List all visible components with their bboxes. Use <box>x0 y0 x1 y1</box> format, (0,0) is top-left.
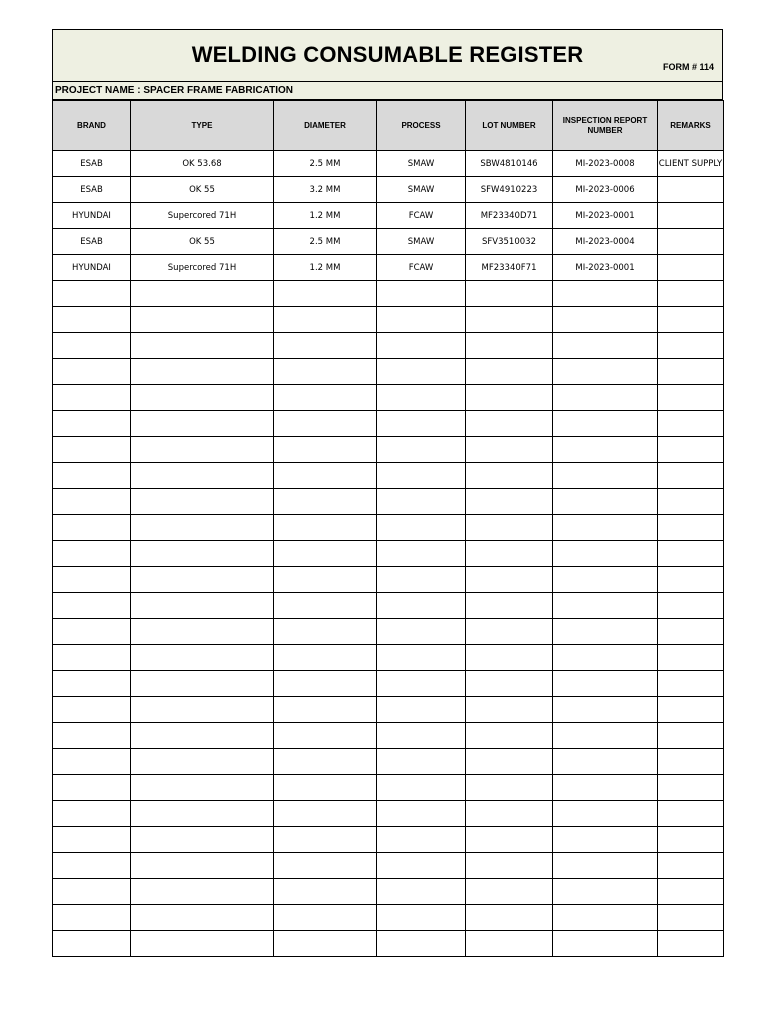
empty-cell <box>658 749 724 775</box>
empty-cell <box>377 645 466 671</box>
empty-cell <box>53 489 131 515</box>
table-cell: SMAW <box>377 229 466 255</box>
empty-cell <box>553 411 658 437</box>
empty-table-row <box>53 853 724 879</box>
empty-cell <box>53 931 131 957</box>
empty-cell <box>377 827 466 853</box>
table-cell: FCAW <box>377 255 466 281</box>
empty-cell <box>274 879 377 905</box>
empty-cell <box>466 619 553 645</box>
empty-cell <box>377 879 466 905</box>
empty-cell <box>658 567 724 593</box>
empty-cell <box>658 515 724 541</box>
register-body <box>53 151 724 957</box>
table-cell: MF23340D71 <box>466 203 553 229</box>
empty-cell <box>553 359 658 385</box>
empty-table-row <box>53 697 724 723</box>
empty-cell <box>658 645 724 671</box>
empty-table-row <box>53 723 724 749</box>
table-row <box>53 229 724 255</box>
empty-cell <box>53 879 131 905</box>
empty-cell <box>658 281 724 307</box>
empty-table-row <box>53 515 724 541</box>
empty-cell <box>377 697 466 723</box>
empty-cell <box>53 359 131 385</box>
column-header-type: TYPE <box>131 101 274 151</box>
table-row <box>53 255 724 281</box>
empty-cell <box>53 905 131 931</box>
empty-cell <box>274 645 377 671</box>
table-cell: MI-2023-0008 <box>553 151 658 177</box>
empty-cell <box>53 723 131 749</box>
empty-cell <box>131 853 274 879</box>
empty-cell <box>658 905 724 931</box>
empty-cell <box>658 593 724 619</box>
empty-cell <box>553 645 658 671</box>
table-cell: 2.5 MM <box>274 151 377 177</box>
empty-cell <box>658 437 724 463</box>
empty-cell <box>466 333 553 359</box>
table-cell: HYUNDAI <box>53 255 131 281</box>
empty-table-row <box>53 281 724 307</box>
empty-cell <box>553 723 658 749</box>
table-row <box>53 203 724 229</box>
empty-cell <box>274 827 377 853</box>
table-cell: 1.2 MM <box>274 203 377 229</box>
empty-cell <box>377 905 466 931</box>
empty-cell <box>553 333 658 359</box>
empty-cell <box>658 333 724 359</box>
empty-cell <box>553 307 658 333</box>
empty-cell <box>466 463 553 489</box>
table-cell: CLIENT SUPPLY <box>658 151 724 177</box>
empty-cell <box>466 801 553 827</box>
empty-cell <box>377 281 466 307</box>
table-cell: SBW4810146 <box>466 151 553 177</box>
table-cell: MI-2023-0004 <box>553 229 658 255</box>
empty-table-row <box>53 879 724 905</box>
empty-table-row <box>53 827 724 853</box>
empty-cell <box>53 645 131 671</box>
table-cell: HYUNDAI <box>53 203 131 229</box>
table-cell: SMAW <box>377 177 466 203</box>
empty-cell <box>553 671 658 697</box>
empty-cell <box>553 749 658 775</box>
empty-cell <box>53 411 131 437</box>
empty-cell <box>377 541 466 567</box>
empty-cell <box>131 515 274 541</box>
empty-cell <box>274 411 377 437</box>
empty-cell <box>274 593 377 619</box>
empty-cell <box>658 385 724 411</box>
empty-cell <box>274 281 377 307</box>
table-cell: MI-2023-0006 <box>553 177 658 203</box>
empty-cell <box>466 593 553 619</box>
empty-cell <box>274 697 377 723</box>
empty-cell <box>658 489 724 515</box>
empty-cell <box>131 437 274 463</box>
table-cell: 2.5 MM <box>274 229 377 255</box>
empty-cell <box>274 801 377 827</box>
project-name: PROJECT NAME : SPACER FRAME FABRICATION <box>52 82 723 100</box>
empty-cell <box>274 749 377 775</box>
empty-table-row <box>53 385 724 411</box>
table-row <box>53 177 724 203</box>
empty-cell <box>466 775 553 801</box>
empty-cell <box>466 853 553 879</box>
empty-cell <box>658 619 724 645</box>
empty-cell <box>274 489 377 515</box>
empty-cell <box>466 541 553 567</box>
empty-cell <box>131 463 274 489</box>
empty-cell <box>466 489 553 515</box>
empty-cell <box>274 437 377 463</box>
empty-cell <box>131 905 274 931</box>
empty-table-row <box>53 541 724 567</box>
table-cell <box>658 177 724 203</box>
empty-cell <box>377 489 466 515</box>
empty-cell <box>53 801 131 827</box>
empty-table-row <box>53 333 724 359</box>
empty-cell <box>53 853 131 879</box>
empty-cell <box>274 931 377 957</box>
form-title: WELDING CONSUMABLE REGISTER <box>191 42 584 67</box>
empty-cell <box>553 463 658 489</box>
empty-cell <box>377 333 466 359</box>
empty-cell <box>466 905 553 931</box>
empty-cell <box>53 775 131 801</box>
form-number: FORM # 114 <box>662 62 714 72</box>
empty-cell <box>131 801 274 827</box>
empty-table-row <box>53 593 724 619</box>
empty-cell <box>377 619 466 645</box>
empty-table-row <box>53 645 724 671</box>
table-cell: SFV3510032 <box>466 229 553 255</box>
empty-table-row <box>53 567 724 593</box>
empty-cell <box>658 775 724 801</box>
column-header-remarks: REMARKS <box>658 101 724 151</box>
empty-cell <box>131 567 274 593</box>
empty-cell <box>274 723 377 749</box>
empty-cell <box>131 697 274 723</box>
empty-cell <box>658 411 724 437</box>
empty-cell <box>131 645 274 671</box>
empty-cell <box>131 359 274 385</box>
empty-table-row <box>53 489 724 515</box>
empty-cell <box>377 671 466 697</box>
empty-table-row <box>53 619 724 645</box>
empty-cell <box>553 437 658 463</box>
column-header-brand: BRAND <box>53 101 131 151</box>
empty-cell <box>377 593 466 619</box>
table-cell: ESAB <box>53 229 131 255</box>
empty-cell <box>377 749 466 775</box>
register-table <box>52 100 724 957</box>
empty-cell <box>53 437 131 463</box>
table-cell: FCAW <box>377 203 466 229</box>
empty-cell <box>466 411 553 437</box>
empty-table-row <box>53 905 724 931</box>
empty-cell <box>466 827 553 853</box>
empty-cell <box>658 463 724 489</box>
title-bar <box>52 29 723 82</box>
table-cell: 1.2 MM <box>274 255 377 281</box>
empty-cell <box>377 437 466 463</box>
empty-cell <box>466 281 553 307</box>
table-cell: MF23340F71 <box>466 255 553 281</box>
empty-cell <box>466 931 553 957</box>
empty-cell <box>377 931 466 957</box>
empty-cell <box>658 853 724 879</box>
empty-cell <box>377 567 466 593</box>
empty-table-row <box>53 463 724 489</box>
empty-cell <box>466 359 553 385</box>
table-cell: SMAW <box>377 151 466 177</box>
empty-cell <box>53 619 131 645</box>
empty-cell <box>658 931 724 957</box>
empty-cell <box>131 489 274 515</box>
empty-table-row <box>53 307 724 333</box>
empty-cell <box>131 775 274 801</box>
empty-cell <box>553 853 658 879</box>
empty-cell <box>131 541 274 567</box>
register-sheet <box>52 29 723 957</box>
table-cell <box>658 203 724 229</box>
empty-cell <box>377 463 466 489</box>
header-row <box>53 101 724 151</box>
table-cell <box>658 255 724 281</box>
empty-cell <box>274 333 377 359</box>
empty-cell <box>553 593 658 619</box>
empty-cell <box>553 905 658 931</box>
empty-cell <box>377 307 466 333</box>
table-cell: MI-2023-0001 <box>553 255 658 281</box>
table-cell: OK 55 <box>131 177 274 203</box>
table-cell: ESAB <box>53 151 131 177</box>
empty-cell <box>274 853 377 879</box>
empty-cell <box>658 723 724 749</box>
empty-cell <box>466 697 553 723</box>
empty-table-row <box>53 749 724 775</box>
empty-cell <box>466 645 553 671</box>
empty-cell <box>658 671 724 697</box>
empty-cell <box>658 359 724 385</box>
table-cell <box>658 229 724 255</box>
empty-table-row <box>53 801 724 827</box>
empty-cell <box>131 333 274 359</box>
empty-cell <box>658 307 724 333</box>
empty-cell <box>466 385 553 411</box>
table-cell: Supercored 71H <box>131 203 274 229</box>
empty-cell <box>658 541 724 567</box>
empty-cell <box>274 775 377 801</box>
empty-cell <box>131 827 274 853</box>
empty-cell <box>553 515 658 541</box>
empty-cell <box>53 385 131 411</box>
empty-cell <box>466 671 553 697</box>
empty-cell <box>553 879 658 905</box>
empty-cell <box>274 619 377 645</box>
table-cell: ESAB <box>53 177 131 203</box>
column-header-diameter: DIAMETER <box>274 101 377 151</box>
empty-cell <box>658 697 724 723</box>
empty-cell <box>274 905 377 931</box>
empty-cell <box>53 593 131 619</box>
empty-cell <box>131 723 274 749</box>
empty-cell <box>377 515 466 541</box>
empty-cell <box>274 567 377 593</box>
empty-cell <box>131 619 274 645</box>
table-cell: SFW4910223 <box>466 177 553 203</box>
empty-cell <box>274 463 377 489</box>
empty-cell <box>131 931 274 957</box>
empty-cell <box>466 879 553 905</box>
empty-cell <box>274 385 377 411</box>
column-header-inspection-report: INSPECTION REPORT NUMBER <box>553 101 658 151</box>
table-cell: MI-2023-0001 <box>553 203 658 229</box>
empty-table-row <box>53 671 724 697</box>
empty-cell <box>553 567 658 593</box>
empty-cell <box>274 541 377 567</box>
empty-cell <box>466 567 553 593</box>
empty-cell <box>377 359 466 385</box>
empty-cell <box>53 333 131 359</box>
empty-cell <box>553 281 658 307</box>
empty-cell <box>553 775 658 801</box>
empty-cell <box>274 515 377 541</box>
empty-cell <box>553 827 658 853</box>
empty-cell <box>53 671 131 697</box>
empty-cell <box>377 411 466 437</box>
empty-cell <box>53 827 131 853</box>
empty-cell <box>553 541 658 567</box>
empty-cell <box>466 437 553 463</box>
empty-cell <box>131 593 274 619</box>
empty-cell <box>53 567 131 593</box>
empty-cell <box>466 749 553 775</box>
empty-cell <box>553 489 658 515</box>
table-cell: Supercored 71H <box>131 255 274 281</box>
empty-cell <box>377 723 466 749</box>
empty-table-row <box>53 931 724 957</box>
empty-cell <box>466 307 553 333</box>
empty-cell <box>131 671 274 697</box>
empty-cell <box>53 307 131 333</box>
empty-cell <box>131 281 274 307</box>
empty-cell <box>466 723 553 749</box>
empty-cell <box>553 385 658 411</box>
empty-cell <box>553 619 658 645</box>
empty-cell <box>131 411 274 437</box>
empty-table-row <box>53 411 724 437</box>
empty-cell <box>53 463 131 489</box>
column-header-lot-number: LOT NUMBER <box>466 101 553 151</box>
table-row <box>53 151 724 177</box>
table-cell: OK 55 <box>131 229 274 255</box>
empty-cell <box>53 515 131 541</box>
empty-cell <box>553 931 658 957</box>
empty-cell <box>53 281 131 307</box>
column-header-process: PROCESS <box>377 101 466 151</box>
empty-cell <box>658 801 724 827</box>
empty-cell <box>377 853 466 879</box>
empty-cell <box>53 697 131 723</box>
empty-cell <box>274 671 377 697</box>
empty-cell <box>274 359 377 385</box>
empty-cell <box>131 749 274 775</box>
empty-table-row <box>53 359 724 385</box>
empty-cell <box>377 801 466 827</box>
empty-cell <box>53 749 131 775</box>
empty-cell <box>658 879 724 905</box>
empty-cell <box>131 307 274 333</box>
empty-cell <box>131 879 274 905</box>
empty-cell <box>131 385 274 411</box>
empty-cell <box>274 307 377 333</box>
table-cell: OK 53.68 <box>131 151 274 177</box>
empty-cell <box>53 541 131 567</box>
empty-cell <box>553 801 658 827</box>
empty-cell <box>377 385 466 411</box>
table-cell: 3.2 MM <box>274 177 377 203</box>
empty-table-row <box>53 775 724 801</box>
empty-cell <box>553 697 658 723</box>
empty-cell <box>377 775 466 801</box>
empty-table-row <box>53 437 724 463</box>
empty-cell <box>658 827 724 853</box>
empty-cell <box>466 515 553 541</box>
